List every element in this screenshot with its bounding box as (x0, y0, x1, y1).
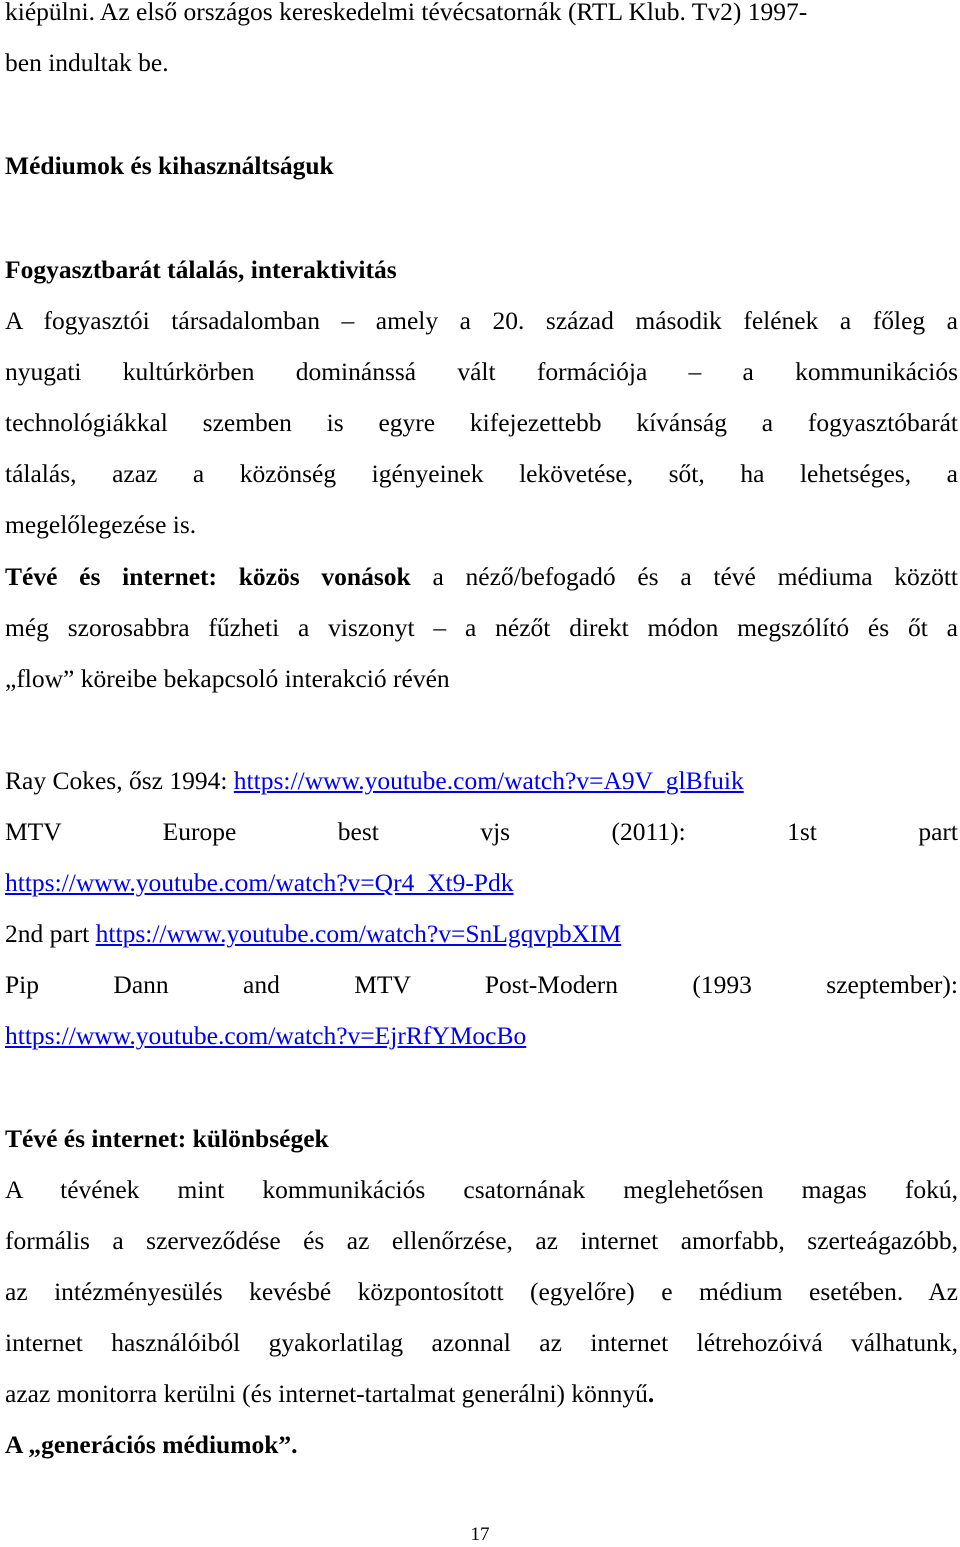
text-line: ben indultak be. (5, 48, 169, 77)
youtube-link[interactable]: https://www.youtube.com/watch?v=EjrRfYMocBo (5, 1021, 527, 1050)
paragraph-line: technológiákkal szemben is egyre kifejezettebb kívánság a fogyasztóbarát (5, 408, 958, 437)
bold-period: . (647, 1379, 655, 1408)
paragraph-line: A tévének mint kommunikációs csatornának meglehetősen magas fokú, (5, 1175, 958, 1204)
paragraph-line (5, 560, 958, 594)
link-line (5, 917, 958, 951)
paragraph-line: még szorosabbra fűzheti a viszonyt – a nézőt direkt módon megszólító és őt a (5, 613, 958, 642)
link-line (5, 1019, 958, 1053)
section-heading: Médiumok és kihasználtságuk (5, 151, 334, 180)
text-line: kiépülni. Az első országos kereskedelmi tévécsatornák (RTL Klub. Tv2) 1997- (5, 0, 808, 26)
link-line (5, 764, 958, 798)
paragraph-line: A fogyasztói társadalomban – amely a 20. század második felének a főleg a (5, 306, 958, 335)
link-label: 2nd part (5, 919, 96, 948)
paragraph-line: az intézményesülés kevésbé központosított (egyelőre) e médium esetében. Az (5, 1277, 958, 1306)
section-heading: Tévé és internet: különbségek (5, 1124, 329, 1153)
youtube-link[interactable]: https://www.youtube.com/watch?v=Qr4_Xt9-Pdk (5, 868, 514, 897)
paragraph-line: nyugati kultúrkörben dominánssá vált formációja – a kommunikációs (5, 357, 958, 386)
page-number: 17 (470, 1524, 490, 1545)
section-heading: Fogyasztbarát tálalás, interaktivitás (5, 255, 397, 284)
paragraph-text: azaz monitorra kerülni (és internet-tartalmat generálni) könnyű (5, 1379, 648, 1408)
youtube-link[interactable]: https://www.youtube.com/watch?v=SnLgqvpbXIM (95, 919, 622, 948)
paragraph-line: „flow” köreibe bekapcsoló interakció révén (5, 664, 450, 693)
paragraph-line (5, 1377, 958, 1411)
section-heading: A „generációs médiumok”. (5, 1430, 298, 1459)
paragraph-line: megelőlegezése is. (5, 510, 197, 539)
link-line (5, 866, 958, 900)
link-label: Ray Cokes, ősz 1994: (5, 766, 234, 795)
paragraph-line: formális a szerveződése és az ellenőrzése, az internet amorfabb, szerteágazóbb, (5, 1226, 958, 1255)
paragraph-text: a néző/befogadó és a tévé médiuma között (410, 562, 958, 591)
paragraph-line: internet használóiból gyakorlatilag azonnal az internet létrehozóivá válhatunk, (5, 1328, 958, 1357)
bold-lead: Tévé és internet: közös vonások (5, 562, 411, 591)
paragraph-line: tálalás, azaz a közönség igényeinek lekövetése, sőt, ha lehetséges, a (5, 459, 958, 488)
youtube-link[interactable]: https://www.youtube.com/watch?v=A9V_glBfuik (233, 766, 744, 795)
link-line: MTV Europe best vjs (2011): 1st part (5, 817, 958, 846)
link-line: Pip Dann and MTV Post-Modern (1993 szeptember): (5, 970, 958, 999)
